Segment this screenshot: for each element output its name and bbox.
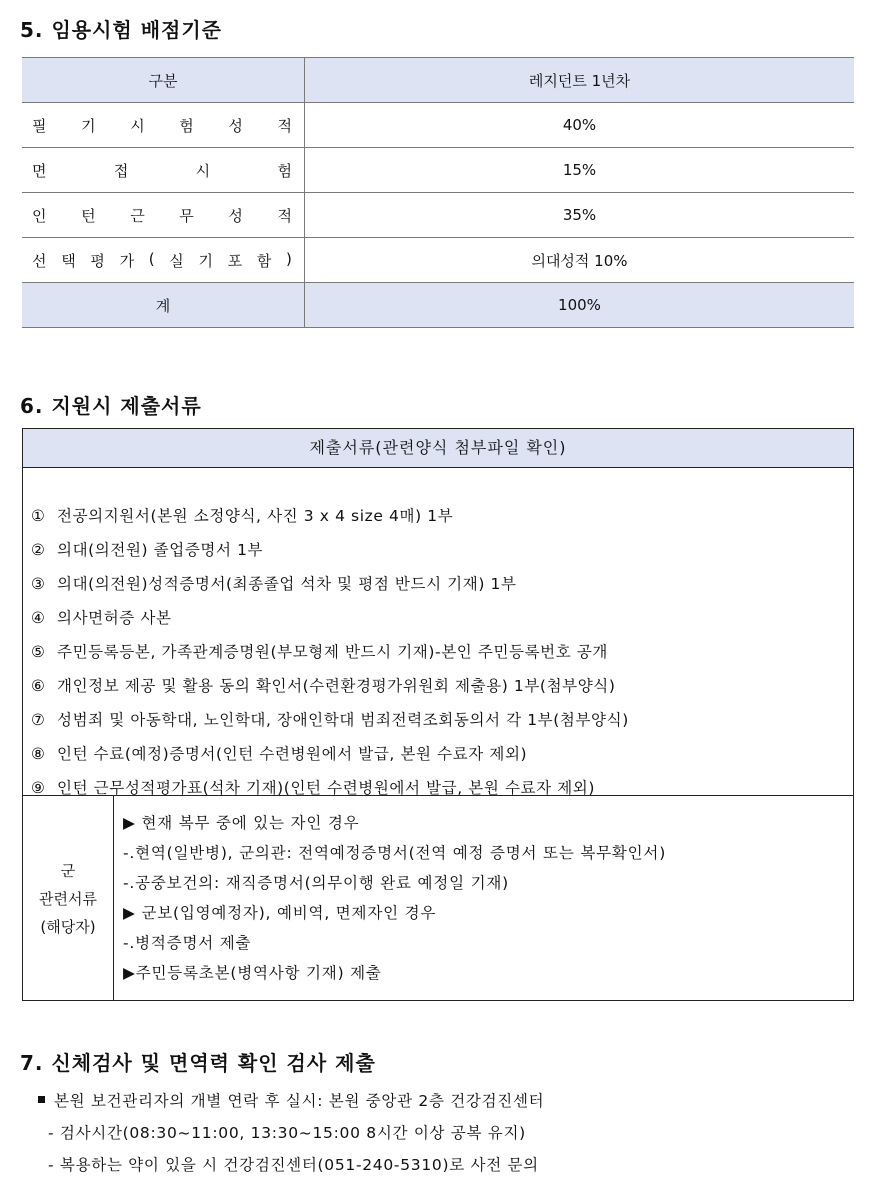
total-value: 100%	[305, 283, 855, 328]
header-category: 구분	[22, 58, 305, 103]
section-7-body	[38, 1085, 544, 1181]
list-item: ⑥ 개인정보 제공 및 활용 동의 확인서(수련환경평가위원회 제출용) 1부(첨부양식)	[31, 677, 616, 695]
sub-line-medication: - 복용하는 약이 있을 시 건강검진센터(051-240-5310)로 사전 문의	[48, 1156, 539, 1174]
list-item: ⑧ 인턴 수료(예정)증명서(인턴 수련병원에서 발급, 본원 수료자 제외)	[31, 745, 528, 763]
scoring-table	[22, 57, 854, 328]
list-item: ④ 의사면허증 사본	[31, 609, 172, 627]
documents-box	[22, 428, 854, 1001]
table-row	[22, 103, 854, 148]
sub-line-exam-time: - 검사시간(08:30~11:00, 13:30~15:00 8시간 이상 공복 유지)	[48, 1124, 526, 1142]
row-label: 면 접 시 험	[32, 161, 292, 180]
table-row	[22, 193, 854, 238]
list-item: -.공중보건의: 재직증명서(의무이행 완료 예정일 기재)	[123, 874, 509, 892]
row-value: 40%	[305, 103, 855, 148]
row-label: 선 택 평 가 ( 실 기 포 함 )	[32, 249, 292, 270]
list-item: ⑤ 주민등록등본, 가족관계증명원(부모형제 반드시 기재)-본인 주민등록번호 공개	[31, 643, 608, 661]
list-item: ▶주민등록초본(병역사항 기재) 제출	[123, 964, 382, 982]
list-item: ② 의대(의전원) 졸업증명서 1부	[31, 541, 264, 559]
section-6-title: 6. 지원시 제출서류	[20, 394, 202, 418]
military-label: 군 관련서류 (해당자)	[23, 796, 114, 1001]
table-row	[22, 148, 854, 193]
square-bullet-icon	[38, 1096, 45, 1103]
row-label: 인 턴 근 무 성 적	[32, 206, 292, 225]
row-label: 필 기 시 험 성 적	[32, 116, 292, 135]
documents-list	[31, 499, 629, 805]
bullet-line: 본원 보건관리자의 개별 연락 후 실시: 본원 중앙관 2층 건강검진센터	[38, 1085, 544, 1117]
list-item: ▶ 군보(입영예정자), 예비역, 면제자인 경우	[123, 904, 437, 922]
total-label: 계	[22, 283, 305, 328]
table-header-row	[22, 58, 854, 103]
row-value: 35%	[305, 193, 855, 238]
list-item: ① 전공의지원서(본원 소정양식, 사진 3 x 4 size 4매) 1부	[31, 507, 454, 525]
section-5-title: 5. 임용시험 배점기준	[20, 18, 222, 42]
list-item: ⑨ 인턴 근무성적평가표(석차 기재)(인턴 수련병원에서 발급, 본원 수료자 제외)	[31, 779, 595, 797]
row-value: 의대성적 10%	[305, 238, 855, 283]
list-item: ▶ 현재 복무 중에 있는 자인 경우	[123, 814, 360, 832]
table-total-row	[22, 283, 854, 328]
list-item: -.병적증명서 제출	[123, 934, 252, 952]
list-item: -.현역(일반병), 군의관: 전역예정증명서(전역 예정 증명서 또는 복무확인서)	[123, 844, 667, 862]
list-item: ⑦ 성범죄 및 아동학대, 노인학대, 장애인학대 범죄전력조회동의서 각 1부(첨부양식)	[31, 711, 629, 729]
list-item: ③ 의대(의전원)성적증명서(최종졸업 석차 및 평점 반드시 기재) 1부	[31, 575, 517, 593]
header-resident-year1: 레지던트 1년차	[305, 58, 855, 103]
documents-box-header: 제출서류(관련양식 첨부파일 확인)	[23, 429, 853, 468]
military-lines	[123, 808, 666, 988]
table-row	[22, 238, 854, 283]
section-7-title: 7. 신체검사 및 면역력 확인 검사 제출	[20, 1051, 376, 1075]
row-value: 15%	[305, 148, 855, 193]
military-documents-section	[23, 795, 853, 1001]
